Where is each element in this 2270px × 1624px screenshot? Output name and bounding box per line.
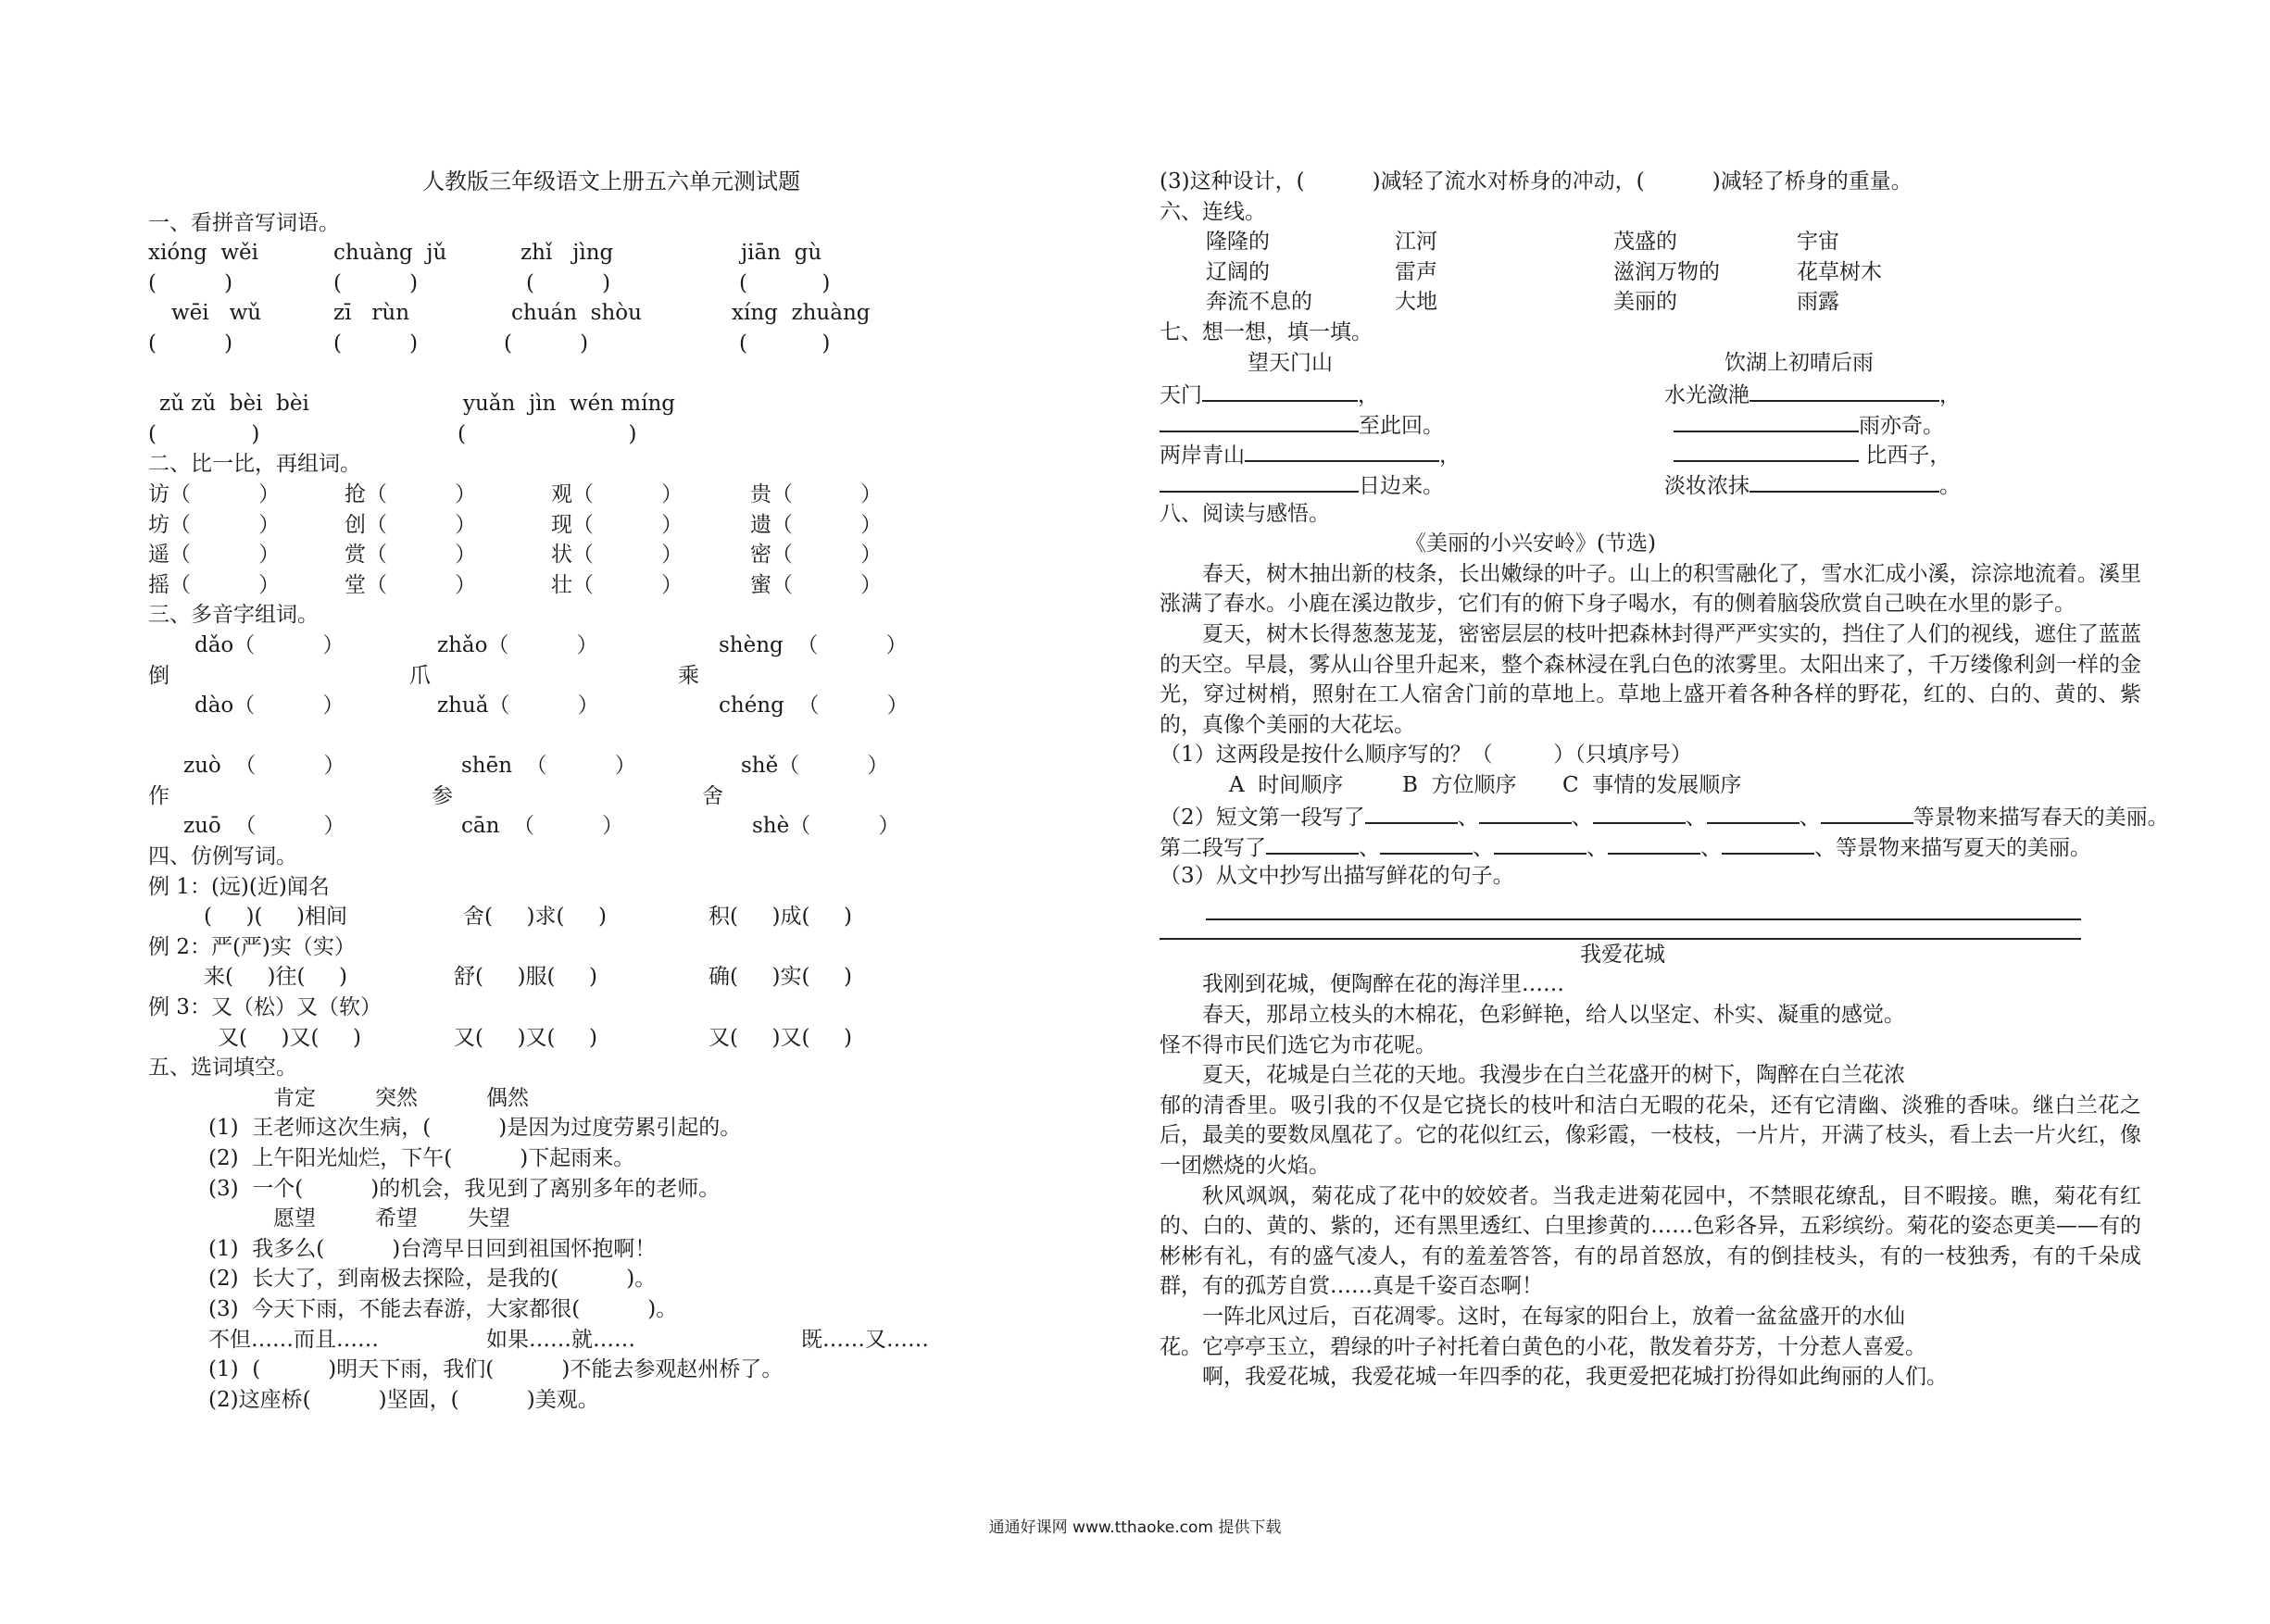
pinyin-row-1: xióng wěi chuàng jǔ zhǐ jìng jiān gù bbox=[148, 241, 822, 266]
section8-heading: 八、阅读与感悟。 bbox=[1160, 501, 1330, 526]
compare-row[interactable]: 摇（ ） 堂（ ） 壮（ ） 蜜（ ） bbox=[148, 572, 883, 597]
polyphone-top-row[interactable]: zuò （ ） shēn （ ） shě（ ） bbox=[183, 754, 889, 779]
answer-line[interactable] bbox=[1160, 891, 2141, 921]
word-choices: 不但……而且…… 如果……就…… 既……又…… bbox=[208, 1327, 929, 1352]
compare-row[interactable]: 遥（ ） 赏（ ） 状（ ） 密（ ） bbox=[148, 543, 883, 568]
reading-question-2b[interactable]: 第二段写了 、 、 、 、 、等景物来描写夏天的美丽。 bbox=[1160, 831, 2141, 861]
reading-question-1[interactable]: （1）这两段是按什么顺序写的？（ ）（只填序号） bbox=[1160, 743, 1692, 768]
fill-question[interactable]: (1) 王老师这次生病，( )是因为过度劳累引起的。 bbox=[208, 1116, 742, 1141]
pinyin-row-3: zǔ zǔ bèi bèi yuǎn jìn wén míng bbox=[159, 392, 676, 417]
poem-line[interactable]: 日边来。 淡妆浓抹 。 bbox=[1160, 468, 2141, 499]
section1-heading: 一、看拼音写词语。 bbox=[148, 210, 340, 235]
reading-question-3[interactable]: （3）从文中抄写出描写鲜花的句子。 bbox=[1160, 863, 1514, 888]
reading-options[interactable]: A 时间顺序 B 方位顺序 C 事情的发展顺序 bbox=[1229, 772, 1742, 797]
match-row[interactable]: 辽阔的 雷声 滋润万物的 花草树木 bbox=[1206, 259, 1882, 284]
essay-paragraph: 啊，我爱花城，我爱花城一年四季的花，我更爱把花城打扮得如此绚丽的人们。 bbox=[1202, 1365, 1948, 1390]
poem-line[interactable]: 至此回。 雨亦奇。 bbox=[1160, 408, 2141, 439]
page-title: 人教版三年级语文上册五六单元测试题 bbox=[422, 169, 800, 194]
compare-row[interactable]: 坊（ ） 创（ ） 现（ ） 遗（ ） bbox=[148, 512, 883, 537]
essay-paragraph: 一阵北风过后，百花凋零。这时，在每家的阳台上，放着一盆盆盛开的水仙 bbox=[1202, 1304, 1905, 1329]
essay-paragraph: 郁的清香里。吸引我的不仅是它挠长的枝叶和洁白无暇的花朵，还有它清幽、淡雅的香味。继白兰花之后，最美的要数凤凰花了。它的花似红云，像彩霞，一枝枝，一片片，开满了枝头，看上去一片火红，像一团燃烧的火焰。 bbox=[1160, 1093, 2141, 1178]
fill-question[interactable]: (2) 长大了，到南极去探险，是我的( )。 bbox=[208, 1267, 657, 1292]
fill-question[interactable]: (2) 上午阳光灿烂，下午( )下起雨来。 bbox=[208, 1146, 635, 1170]
word-choices: 肯定 突然 偶然 bbox=[273, 1085, 529, 1110]
example-1: 例 1：(远)(近)闻名 bbox=[148, 874, 330, 899]
passage-paragraph: 夏天，树木长得葱葱茏茏，密密层层的枝叶把森林封得严严实实的，挡住了人们的视线，遮住了蓝蓝的天空。早晨，雾从山谷里升起来，整个森林浸在乳白色的浓雾里。太阳出来了，千万缕像利剑一样的金光，穿过树梢，照射在工人宿舍门前的草地上。草地上盛开着各种各样的野花，红的、白的、黄的、紫的，真像个美丽的大花坛。 bbox=[1160, 621, 2141, 737]
example-2-blanks[interactable]: 来( )往( ) 舒( )服( ) 确( )实( ) bbox=[204, 965, 853, 990]
essay-title: 我爱花城 bbox=[1580, 942, 1665, 967]
fill-question[interactable]: (3) 今天下雨，不能去春游，大家都很( )。 bbox=[208, 1296, 678, 1321]
section2-heading: 二、比一比，再组词。 bbox=[148, 452, 361, 477]
polyphone-char-row: 作 参 舍 bbox=[148, 783, 723, 808]
essay-paragraph: 春天，那昂立枝头的木棉花，色彩鲜艳，给人以坚定、朴实、凝重的感觉。 bbox=[1202, 1003, 1905, 1028]
answer-line[interactable] bbox=[1160, 921, 2141, 940]
fill-question[interactable]: (3) 一个( )的机会，我见到了离别多年的老师。 bbox=[208, 1176, 721, 1201]
essay-paragraph: 怪不得市民们选它为市花呢。 bbox=[1160, 1032, 1436, 1057]
reading-question-2[interactable]: （2）短文第一段写了 、 、 、 、 等景物来描写春天的美丽。 bbox=[1160, 800, 2141, 831]
polyphone-top-row[interactable]: dǎo（ ） zhǎo（ ） shèng （ ） bbox=[194, 632, 908, 657]
polyphone-bottom-row[interactable]: dào（ ） zhuǎ（ ） chéng （ ） bbox=[194, 693, 909, 718]
blank-row-1[interactable]: ( ) ( ) ( ) ( ) bbox=[148, 270, 831, 295]
footer-credit: 通通好课网 www.tthaoke.com 提供下载 bbox=[988, 1518, 1282, 1537]
match-row[interactable]: 奔流不息的 大地 美丽的 雨露 bbox=[1206, 290, 1839, 315]
fill-question[interactable]: (1) ( )明天下雨，我们( )不能去参观赵州桥了。 bbox=[208, 1357, 784, 1382]
essay-paragraph: 花。它亭亭玉立，碧绿的叶子衬托着白黄色的小花，散发着芬芳，十分惹人喜爱。 bbox=[1160, 1334, 1926, 1359]
blank-row-2[interactable]: ( ) ( ) ( ) ( ) bbox=[148, 331, 831, 356]
example-1-blanks[interactable]: ( )( )相间 舍( )求( ) 积( )成( ) bbox=[204, 905, 853, 930]
essay-paragraph: 夏天，花城是白兰花的天地。我漫步在白兰花盛开的树下，陶醉在白兰花浓 bbox=[1202, 1063, 1905, 1088]
passage-title: 《美丽的小兴安岭》(节选) bbox=[1405, 531, 1656, 556]
essay-paragraph: 秋风飒飒，菊花成了花中的姣姣者。当我走进菊花园中，不禁眼花缭乱，目不暇接。瞧，菊花有红的、白的、黄的、紫的，还有黑里透红、白里掺黄的……色彩各异，五彩缤纷。菊花的姿态更美——有的彬彬有礼，有的盛气凌人，有的羞羞答答，有的昂首怒放，有的倒挂枝头，有的一枝独秀，有的千朵成群，有的孤芳自赏……真是千姿百态啊！ bbox=[1160, 1183, 2141, 1299]
left-column bbox=[148, 167, 1074, 1415]
section5-heading: 五、选词填空。 bbox=[148, 1056, 297, 1081]
essay-paragraph: 我刚到花城，便陶醉在花的海洋里…… bbox=[1202, 972, 1564, 997]
match-row[interactable]: 隆隆的 江河 茂盛的 宇宙 bbox=[1206, 230, 1839, 255]
example-3: 例 3：又（松）又（软） bbox=[148, 995, 382, 1020]
section7-heading: 七、想一想，填一填。 bbox=[1160, 319, 1373, 344]
compare-row[interactable]: 访（ ） 抢（ ） 观（ ） 贵（ ） bbox=[148, 481, 883, 506]
fill-question[interactable]: (3)这种设计，( )减轻了流水对桥身的冲动，( )减轻了桥身的重量。 bbox=[1160, 169, 1913, 194]
right-column bbox=[1160, 167, 2169, 1393]
pinyin-row-2: wēi wǔ zī rùn chuán shòu xíng zhuàng bbox=[171, 301, 871, 326]
polyphone-char-row: 倒 爪 乘 bbox=[148, 663, 699, 688]
poem-line[interactable]: 两岸青山 ， 比西子， bbox=[1160, 438, 2141, 468]
fill-question[interactable]: (1) 我多么( )台湾早日回到祖国怀抱啊！ bbox=[208, 1236, 657, 1261]
poem-titles: 望天门山 饮湖上初晴后雨 bbox=[1248, 350, 1874, 375]
fill-question[interactable]: (2)这座桥( )坚固，( )美观。 bbox=[208, 1387, 599, 1412]
section4-heading: 四、仿例写词。 bbox=[148, 844, 297, 869]
poem-line[interactable]: 天门 ， 水光潋滟 ， bbox=[1160, 378, 2141, 408]
example-2: 例 2：严(严)实（实） bbox=[148, 934, 356, 959]
example-3-blanks[interactable]: 又( )又( ) 又( )又( ) 又( )又( ) bbox=[218, 1025, 853, 1050]
passage-paragraph: 春天，树木抽出新的枝条，长出嫩绿的叶子。山上的积雪融化了，雪水汇成小溪，淙淙地流着。溪里涨满了春水。小鹿在溪边散步，它们有的俯下身子喝水，有的侧着脑袋欣赏自己映在水里的影子。 bbox=[1160, 561, 2141, 617]
word-choices: 愿望 希望 失望 bbox=[273, 1206, 510, 1231]
blank-row-3[interactable]: ( ) ( ) bbox=[148, 421, 637, 446]
section6-heading: 六、连线。 bbox=[1160, 199, 1266, 224]
section3-heading: 三、多音字组词。 bbox=[148, 603, 319, 628]
polyphone-bottom-row[interactable]: zuō （ ） cān （ ） shè（ ） bbox=[183, 814, 900, 839]
